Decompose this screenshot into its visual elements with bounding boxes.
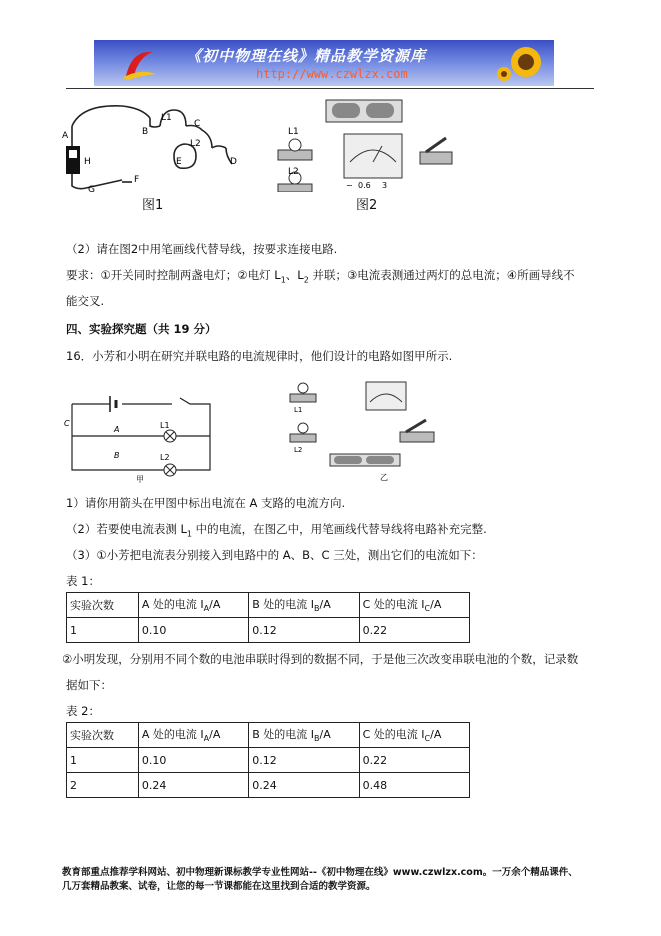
fig-jia-label-C: C xyxy=(64,419,70,428)
fig-yi-label-L1: L1 xyxy=(294,406,303,414)
q16-part-4-line-2: 据如下： xyxy=(66,678,112,692)
header-banner xyxy=(94,40,554,86)
table-header-cell: A 处的电流 $I_A/A$ xyxy=(138,593,248,618)
table-cell: 0.22 xyxy=(359,618,469,643)
q2-line-1: （2）请在图2中用笔画线代替导线，按要求连接电路. xyxy=(66,242,338,256)
q2-line-2: 要求：①开关同时控制两盏电灯；②电灯 $L_1$、$L_2$ 并联；③电流表测通过两灯的总电流；④所画导线不 xyxy=(66,268,575,285)
q16-part-4-line-1: ②小明发现，分别用不同个数的电池串联时得到的数据不同，于是他三次改变串联电池的个数，记录数 xyxy=(62,652,579,666)
fig1-label-C: C xyxy=(194,119,201,129)
fig1-label-B: B xyxy=(142,127,149,137)
fig-jia-label-B: B xyxy=(114,451,120,460)
fig-jia-label-L2: L2 xyxy=(160,453,170,462)
q16-intro: 16．小芳和小明在研究并联电路的电流规律时，他们设计的电路如图甲所示. xyxy=(66,349,453,363)
fig1-label-A: A xyxy=(62,131,69,141)
fig1-label-G: G xyxy=(88,185,95,195)
figure-2-apparatus xyxy=(270,92,460,192)
table-cell: 0.24 xyxy=(138,773,248,798)
q16-part-3: （3）①小芳把电流表分别接入到电路中的 A、B、C 三处，测出它们的电流如下： xyxy=(66,548,483,562)
table-2 xyxy=(66,722,470,798)
fig2-label-L2: L2 xyxy=(288,167,299,177)
table-cell: 2 xyxy=(67,773,139,798)
q16-part-1: 1）请你用箭头在甲图中标出电流在 A 支路的电流方向. xyxy=(66,496,346,510)
fig2-label-3: 3 xyxy=(382,181,388,190)
footer-line-2: 几万套精品教案、试卷，让您的每一节课都能在这里找到合适的教学资源。 xyxy=(62,881,376,892)
table-cell: 0.22 xyxy=(359,748,469,773)
fig2-label-minus: − xyxy=(346,181,353,190)
banner-title: 《初中物理在线》精品教学资源库 xyxy=(186,47,427,65)
table-header-cell: 实验次数 xyxy=(67,593,139,618)
table-cell: 0.48 xyxy=(359,773,469,798)
table-1-label: 表 1： xyxy=(66,574,100,588)
section-4-heading: 四、实验探究题（共 19 分） xyxy=(66,322,217,336)
table-cell: 0.12 xyxy=(249,618,359,643)
table-header-cell: B 处的电流 $I_B/A$ xyxy=(249,723,359,748)
fig1-label-L1: L1 xyxy=(161,113,172,123)
table-header-cell: 实验次数 xyxy=(67,723,139,748)
table-header-cell: C 处的电流 $I_C/A$ xyxy=(359,723,469,748)
table-cell: 0.12 xyxy=(249,748,359,773)
fig-jia-label-L1: L1 xyxy=(160,421,170,430)
q16-part-2: （2）若要使电流表测 $L_1$ 中的电流，在图乙中，用笔画线代替导线将电路补充完整. xyxy=(66,522,487,539)
table-cell: 1 xyxy=(67,748,139,773)
table-cell: 0.24 xyxy=(249,773,359,798)
sunflower-icon xyxy=(494,40,554,86)
header-divider xyxy=(66,88,594,89)
figure-2-caption: 图2 xyxy=(356,198,378,213)
fig2-label-L1: L1 xyxy=(288,127,299,137)
figure-1-caption: 图1 xyxy=(142,198,164,213)
logo-icon xyxy=(118,46,158,82)
table-cell: 0.10 xyxy=(138,748,248,773)
table-row xyxy=(67,593,470,618)
fig1-label-H: H xyxy=(84,157,91,167)
banner-url[interactable]: http://www.czwlzx.com xyxy=(256,67,408,81)
table-1 xyxy=(66,592,470,643)
q2-line-3: 能交叉. xyxy=(66,294,105,308)
fig1-label-E: E xyxy=(176,157,182,167)
fig1-label-F: F xyxy=(134,175,140,185)
table-cell: 0.10 xyxy=(138,618,248,643)
figure-jia-circuit xyxy=(62,374,222,484)
fig-yi-caption: 乙 xyxy=(380,473,388,482)
table-cell: 1 xyxy=(67,618,139,643)
table-header-cell: C 处的电流 $I_C/A$ xyxy=(359,593,469,618)
fig-jia-caption: 甲 xyxy=(136,475,144,484)
table-row xyxy=(67,748,470,773)
fig2-label-06: 0.6 xyxy=(358,181,371,190)
table-row xyxy=(67,773,470,798)
fig-jia-label-A: A xyxy=(114,425,120,434)
figure-yi-apparatus xyxy=(280,374,450,484)
fig-yi-label-L2: L2 xyxy=(294,446,303,454)
table-row xyxy=(67,618,470,643)
fig1-label-L2: L2 xyxy=(190,139,201,149)
footer-line-1: 教育部重点推荐学科网站、初中物理新课标教学专业性网站--《初中物理在线》www.czwlzx.com。一万余个精品课件、 xyxy=(62,867,578,878)
fig1-label-D: D xyxy=(230,157,237,167)
table-header-cell: B 处的电流 $I_B/A$ xyxy=(249,593,359,618)
table-2-label: 表 2： xyxy=(66,704,100,718)
table-row xyxy=(67,723,470,748)
table-header-cell: A 处的电流 $I_A/A$ xyxy=(138,723,248,748)
